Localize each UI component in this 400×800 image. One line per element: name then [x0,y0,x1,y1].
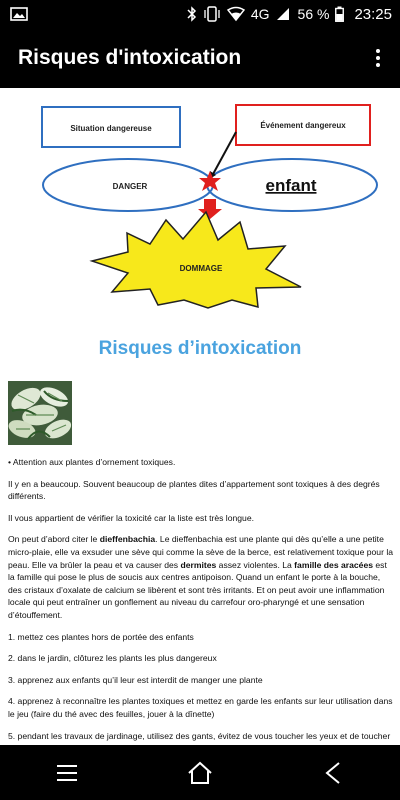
battery-percent: 56 % [297,6,330,22]
situation-label: Situation dangereuse [70,124,152,133]
event-label: Événement dangereux [260,121,346,130]
bluetooth-icon [187,6,197,22]
back-icon[interactable] [313,753,353,793]
article-intro-1: Il y en a beaucoup. Souvent beaucoup de plantes dites d’appartement sont toxiques à des degrés différents. [8,478,380,502]
content-area[interactable] [0,88,400,745]
section-title: Risques d’intoxication [98,338,302,359]
tip-item: 4. apprenez à reconnaître les plantes toxiques et mettez en garde les enfants sur leur utilisation dans le jeu (faire du thé avec des feuilles, jouer à la dînette) [8,696,393,719]
tip-item: 5. pendant les travaux de jardinage, utilisez des gants, évitez de vous toucher les yeux et de toucher [8,730,391,741]
battery-icon [335,6,344,22]
network-type: 4G [250,6,270,22]
article-body [8,456,394,764]
plant-photo [8,381,72,445]
risk-diagram [0,88,400,308]
vibrate-icon [203,6,221,22]
clock: 23:25 [354,5,392,23]
wifi-icon [227,7,245,21]
tip-item: 2. dans le jardin, clôturez les plants les plus dangereux [8,653,217,664]
article-bullet: • Attention aux plantes d’ornement toxiques. [8,457,176,467]
down-arrow-icon [198,199,222,219]
page-title: Risques d'intoxication [18,46,242,69]
danger-label: DANGER [112,182,148,191]
tip-item: 3. apprenez aux enfants qu’il leur est interdit de manger une plante [8,674,263,685]
article-intro-2: Il vous appartient de vérifier la toxicité car la liste est très longue. [8,512,254,523]
damage-label: DOMMAGE [179,264,223,273]
child-label: enfant [265,176,317,195]
image-icon [10,7,28,21]
article-paragraph-dieffenbachia: On peut d’abord citer le dieffenbachia. Le dieffenbachia est une plante qui dès qu’elle a une petite micro-plaie, elle va exsuder une sève qui comme la sève de la berce, est relativement toxique pour la peau. Elle va brûler la peau et va causer des dermites assez violentes. La famille des aracées est la famille qui pose le plus de soucis aux centres antipoison. Quand un enfant le porte à la bouche, des cristaux d’oxalate de calcium se libèrent et sont très irritants. Et on peut avoir une inflammation locale qui peut entraîner un gonflement au niveau du carrefour oro-pharyngé et une sensation d’étouffement. [8,534,394,620]
home-icon[interactable] [180,753,220,793]
navigation-bar [0,745,400,800]
damage-burst [92,212,301,308]
signal-icon [276,7,290,21]
status-bar [0,0,400,28]
app-bar [0,28,400,88]
tip-item: 1. mettez ces plantes hors de portée des enfants [8,631,194,642]
more-vert-icon[interactable] [366,40,390,76]
menu-lines-icon[interactable] [47,753,87,793]
